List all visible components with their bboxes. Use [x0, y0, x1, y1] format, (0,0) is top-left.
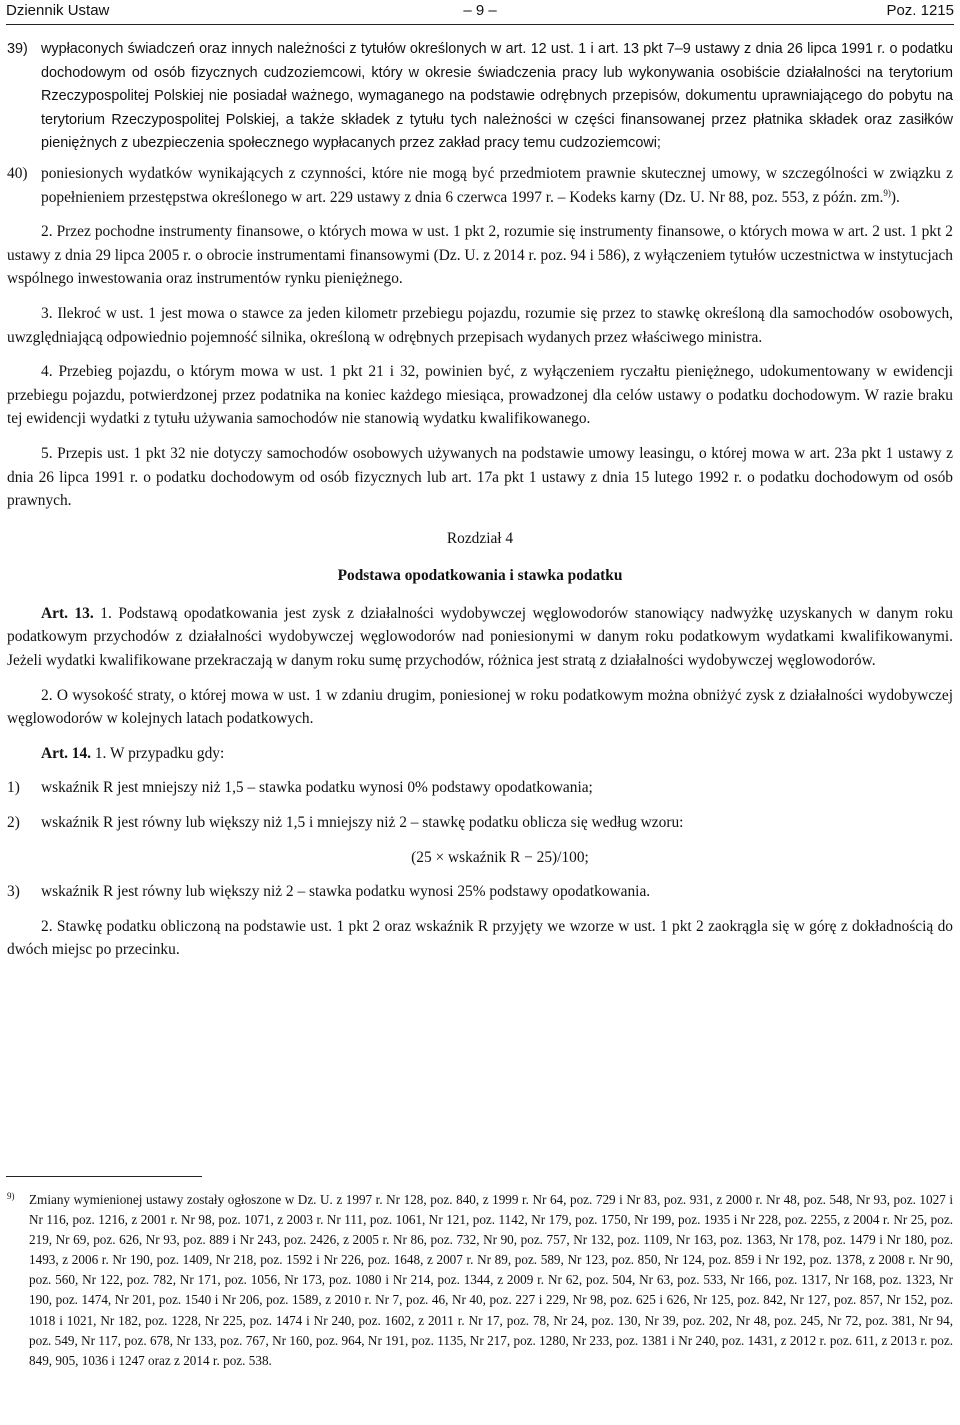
item-text: wskaźnik R jest mniejszy niż 1,5 – stawka podatku wynosi 0% podstawy opodatkowania; — [41, 779, 593, 797]
paragraph-4: 4. Przebieg pojazdu, o którym mowa w ust. 1 pkt 21 i 32, powinien być, z wyłączeniem ryczałtu pieniężnego, udokumentowany w ewidencji przebiegu pojazdu, potwierdzonej przez podatnika na koniec każdego miesiąca, prowadzonej dla celów ustawy o podatku dochodowym. W razie braku tej ewidencji wydatki z tytułu używania samochodów nie stanowią wydatku kwalifikowanego. — [7, 363, 953, 428]
chapter-title: Podstawa opodatkowania i stawka podatku — [337, 567, 623, 585]
article-14-paragraph-2: 2. Stawkę podatku obliczoną na podstawie ust. 1 pkt 2 oraz wskaźnik R przyjęty we wzorze w ust. 1 pkt 2 zaokrągla się w górę z dokładnością do dwóch miejsc po przecinku. — [7, 917, 953, 959]
page-header — [6, 0, 954, 25]
journal-title: Dziennik Ustaw — [6, 2, 110, 19]
item-text: wskaźnik R jest równy lub większy niż 2 – stawka podatku wynosi 25% podstawy opodatkowania. — [41, 883, 651, 901]
item-text: poniesionych wydatków wynikających z czynności, które nie mogą być przedmiotem prawnie skutecznej umowy, w szczególności w związku z popełnieniem przestępstwa określonego w art. 229 ustawy z dnia 6 czerwca 1997 r. – Kodeks karny (Dz. U. Nr 88, poz. 553, z późn. zm. — [41, 164, 953, 206]
article-label: Art. 14. — [41, 744, 92, 762]
article-13-paragraph-1 — [7, 602, 953, 673]
item-number: 40) — [7, 164, 28, 182]
page-number: – 9 – — [463, 2, 497, 19]
footnote-text: Zmiany wymienionej ustawy zostały ogłoszone w Dz. U. z 1997 r. Nr 128, poz. 840, z 1999 r. Nr 64, poz. 729 i Nr 83, poz. 931, z 2000 r. Nr 48, poz. 548, Nr 93, poz. 1027 i Nr 116, poz. 1216, z 2001 r. Nr 98, poz. 1071, z 2003 r. Nr 111, poz. 1061, Nr 121, poz. 1142, Nr 179, poz. 1750, Nr 199, poz. 1935 i Nr 228, poz. 2255, z 2004 r. Nr 25, poz. 219, Nr 69, poz. 626, Nr 93, poz. 889 i Nr 243, poz. 2426, z 2005 r. Nr 86, poz. 732, Nr 90, poz. 757, Nr 132, poz. 1109, Nr 163, poz. 1363, Nr 178, poz. 1479 i Nr 180, poz. 1493, z 2006 r. Nr 190, poz. 1409, Nr 218, poz. 1592 i Nr 226, poz. 1648, z 2007 r. Nr 89, poz. 589, Nr 123, poz. 850, Nr 124, poz. 859 i Nr 192, poz. 1378, z 2008 r. Nr 90, poz. 560, Nr 122, poz. 782, Nr 171, poz. 1056, Nr 173, poz. 1080 i Nr 214, poz. 1344, z 2009 r. Nr 62, poz. 504, Nr 63, poz. 533, Nr 166, poz. 1317, Nr 168, poz. 1323, Nr 190, poz. 1474, Nr 201, poz. 1540 i Nr 206, poz. 1589, z 2010 r. Nr 7, poz. 46, Nr 40, poz. 227 i 229, Nr 98, poz. 625 i 626, Nr 125, poz. 842, Nr 127, poz. 857, Nr 152, poz. 1018 i 1021, Nr 182, poz. 1228, Nr 225, poz. 1474 i Nr 240, poz. 1602, z 2011 r. Nr 17, poz. 78, Nr 24, poz. 130, Nr 39, poz. 202, Nr 48, poz. 245, Nr 72, poz. 381, Nr 94, poz. 549, Nr 117, poz. 678, Nr 133, poz. 767, Nr 160, poz. 964, Nr 191, poz. 1135, Nr 217, poz. 1280, Nr 233, poz. 1381 i Nr 240, poz. 1431, z 2012 r. poz. 611, z 2013 r. poz. 849, 905, 1036 i 1247 oraz z 2014 r. poz. 538. — [29, 1192, 953, 1368]
paragraph-3: 3. Ilekroć w ust. 1 jest mowa o stawce za jeden kilometr przebiegu pojazdu, rozumie się przez to stawkę określoną dla samochodów osobowych, uwzględniającą odpowiednio pojemność silnika, określoną w odrębnych przepisach wydanych przez właściwego ministra. — [7, 304, 953, 346]
footnote-mark: 9) — [7, 1191, 15, 1201]
list-item-3 — [7, 880, 953, 904]
list-item-1 — [7, 776, 953, 800]
item-number: 3) — [7, 883, 20, 901]
footnote-ref: 9) — [883, 187, 891, 198]
article-text: 1. W przypadku gdy: — [91, 744, 225, 762]
footnote-divider — [6, 1176, 202, 1177]
list-item-2 — [7, 811, 953, 835]
item-text-end: ). — [890, 188, 900, 206]
article-label: Art. 13. — [41, 604, 94, 622]
article-14-intro — [7, 742, 953, 766]
footnote — [7, 1190, 953, 1371]
document-body — [7, 38, 953, 962]
list-item-40 — [7, 162, 953, 209]
item-text: wskaźnik R jest równy lub większy niż 1,5 i mniejszy niż 2 – stawkę podatku oblicza się według wzoru: — [41, 814, 684, 832]
item-text: wypłaconych świadczeń oraz innych należności z tytułów określonych w art. 12 ust. 1 i art. 13 pkt 7–9 ustawy z dnia 26 lipca 1991 r. o podatku dochodowym od osób fizycznych cudzoziemcowi, który w okresie świadczenia pracy lub wykonywania osobiście działalności na terytorium Rzeczypospolitej Polskiej nie posiadał ważnego, wymaganego na podstawie odrębnych przepisów, dokumentu uprawniającego do pobytu na terytorium Rzeczypospolitej Polskiej, a także składek z tytułu tych należności w części finansowanej przez płatnika składek oraz zasiłków pieniężnych z ubezpieczenia społecznego wypłacanych przez zakład pracy temu cudzoziemcowi; — [41, 41, 953, 152]
tax-rate-formula: (25 × wskaźnik R − 25)/100; — [411, 848, 589, 866]
article-text: 1. Podstawą opodatkowania jest zysk z działalności wydobywczej węglowodorów stanowiący nadwyżkę uzyskanych w danym roku podatkowym przychodów z działalności wydobywczej węglowodorów nad poniesionymi w danym roku podatkowym wydatkami kwalifikowanymi. Jeżeli wydatki kwalifikowane przekraczają w danym roku sumę przychodów, różnica jest stratą z działalności wydobywczej węglowodorów. — [7, 604, 953, 670]
position-number: Poz. 1215 — [886, 2, 954, 19]
paragraph-5: 5. Przepis ust. 1 pkt 32 nie dotyczy samochodów osobowych używanych na podstawie umowy leasingu, o której mowa w art. 23a pkt 1 ustawy z dnia 26 lipca 1991 r. o podatku dochodowym od osób fizycznych lub art. 17a pkt 1 ustawy z dnia 15 lutego 1992 r. o podatku dochodowym od osób prawnych. — [7, 444, 953, 510]
paragraph-2: 2. Przez pochodne instrumenty finansowe, o których mowa w ust. 1 pkt 2, rozumie się instrumenty finansowe, o których mowa w art. 2 ust. 1 pkt 2 ustawy z dnia 29 lipca 2005 r. o obrocie instrumentami finansowymi (Dz. U. z 2014 r. poz. 94 i 586), z wyłączeniem tytułów uczestnictwa w instytucjach wspólnego inwestowania oraz instrumentów rynku pieniężnego. — [7, 223, 953, 288]
article-13-paragraph-2: 2. O wysokość straty, o której mowa w ust. 1 w zdaniu drugim, poniesionej w roku podatkowym można obniżyć zysk z działalności wydobywczej węglowodorów w kolejnych latach podatkowych. — [7, 686, 953, 728]
item-number: 1) — [7, 779, 20, 797]
item-number: 2) — [7, 814, 20, 832]
chapter-number: Rozdział 4 — [446, 529, 514, 547]
item-number: 39) — [7, 41, 28, 57]
list-item-39 — [7, 38, 953, 156]
